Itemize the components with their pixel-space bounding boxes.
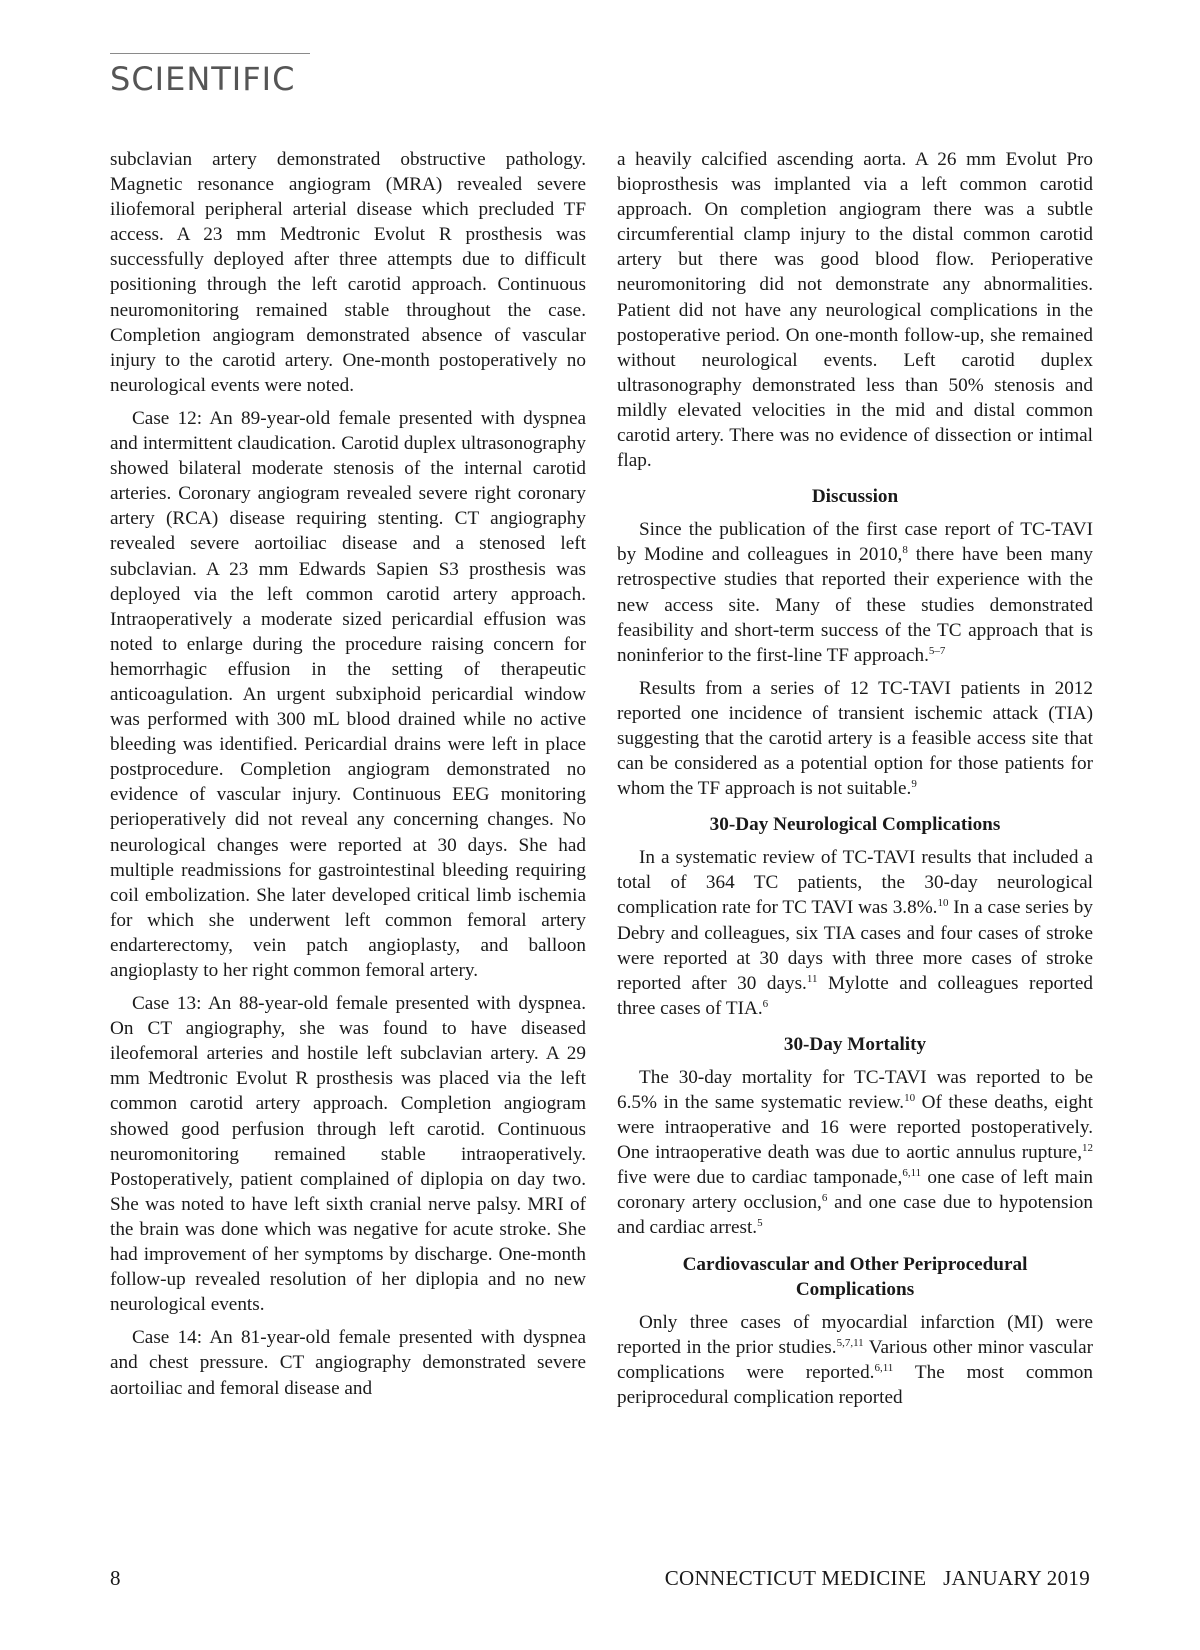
citation: 6 [762, 997, 769, 1010]
heading-cardiovascular-complications: Cardiovascular and Other Periprocedural Complications [682, 1253, 1028, 1300]
citation: 12 [1082, 1142, 1093, 1155]
paragraph-cardiovascular: Only three cases of myocardial infarction (MI) were reported in the prior studies.$^{5,7,11}$ Various other minor vascular complications were reported.$^{6,11}$ The most common periprocedural complication reported [617, 1311, 1093, 1408]
citation: 6,11 [874, 1361, 894, 1374]
citation: 6 [821, 1192, 828, 1205]
citation: 9 [911, 778, 917, 791]
citation: 10 [937, 897, 949, 910]
citation: 6,11 [902, 1167, 922, 1180]
citation: 5,7,11 [836, 1336, 864, 1349]
page-number: 8 [110, 1566, 121, 1590]
citation: 5–7 [928, 644, 946, 657]
citation: 5 [757, 1217, 763, 1230]
paragraph-neurological: In a systematic review of TC-TAVI results that included a total of 364 TC patients, the 30-day neurological complication rate for TC TAVI was 3.8%.$^{10}$ In a case series by Debry and colleagues, six TIA cases and four cases of stroke were reported at 30 days with three more cases of stroke reported after 30 days.$^{11}$ Mylotte and colleagues reported three cases of TIA.$^6$ [617, 847, 1093, 1019]
journal-footer: CONNECTICUT MEDICINE JANUARY 2019 [664, 1566, 1090, 1590]
heading-neurological-complications: 30-Day Neurological Complications [709, 814, 1001, 836]
paragraph-mortality: The 30-day mortality for TC-TAVI was reported to be 6.5% in the same systematic review.$^{10}$ Of these deaths, eight were intraoperative and 16 were reported postoperatively. One intraoperative death was due to aortic annulus rupture,$^{12}$ five were due to cardiac tamponade,$^{6,11}$ one case of left main coronary artery occlusion,$^6$ and one case due to hypotension and cardiac arrest.$^5$ [617, 1066, 1093, 1239]
section-title: SCIENTIFIC [110, 60, 296, 98]
paragraph-case14: Case 14: An 81-year-old female presented with dyspnea and chest pressure. CT angiography demonstrated severe aortoiliac and femoral disease and [110, 1327, 586, 1399]
paragraph-case12: Case 12: An 89-year-old female presented with dyspnea and intermittent claudication. Carotid duplex ultrasonography showed bilateral moderate stenosis of the internal carotid arteries. Coronary angiogram revealed severe right coronary artery (RCA) disease requiring stenting. CT angiography revealed severe aortoiliac disease and a stenosed left subclavian. A 23 mm Edwards Sapien S3 prosthesis was deployed via the left common carotid artery approach. Intraoperatively a moderate sized pericardial effusion was noted to enlarge during the procedure raising concern for hemorrhagic effusion in the setting of therapeutic anticoagulation. An urgent subxiphoid pericardial window was performed with 300 mL blood drained while no active bleeding was identified. Pericardial drains were left in place postprocedure. Completion angiogram demonstrated no evidence of vascular injury. Continuous EEG monitoring perioperatively did not reveal any concerning changes. No neurological changes were reported at 30 days. She had multiple readmissions for gastrointestinal bleeding requiring coil embolization. She later developed critical limb ischemia for which she underwent left common femoral artery endarterectomy, vein patch angioplasty, and balloon angioplasty to her right common femoral artery. [110, 407, 586, 981]
heading-mortality: 30-Day Mortality [783, 1033, 927, 1055]
right-column [617, 147, 1093, 1410]
left-column [110, 147, 586, 1401]
paragraph-case13: Case 13: An 88-year-old female presented with dyspnea. On CT angiography, she was found to have diseased ileofemoral arteries and hostile left subclavian artery. A 29 mm Medtronic Evolut R prosthesis was placed via the left common carotid artery approach. Completion angiogram showed good perfusion through left carotid. Continuous neuromonitoring remained stable intraoperatively. Postoperatively, patient complained of diplopia on day two. She was noted to have left sixth cranial nerve palsy. MRI of the brain was done which was negative for acute stroke. She had improvement of her symptoms by discharge. One-month follow-up revealed resolution of her diplopia and no new neurological events. [110, 993, 586, 1316]
citation: 10 [904, 1092, 916, 1104]
paragraph-discussion-1: Since the publication of the first case report of TC-TAVI by Modine and colleagues in 2010,$^8$ there have been many retrospective studies that reported their experience with the new access site. Many of these studies demonstrated feasibility and short-term success of the TC approach that is noninferior to the first-line TF approach.$^{5-7}$ [617, 519, 1094, 666]
paragraph-discussion-2: Results from a series of 12 TC-TAVI patients in 2012 reported one incidence of transient ischemic attack (TIA) suggesting that the carotid artery is a feasible access site that can be considered as a potential option for those patients for whom the TF approach is not suitable.$^9$ [617, 677, 1093, 800]
paragraph-case11-continued: subclavian artery demonstrated obstructive pathology. Magnetic resonance angiogram (MRA) revealed severe iliofemoral peripheral arterial disease which precluded TF access. A 23 mm Medtronic Evolut R prosthesis was successfully deployed after three attempts due to difficult positioning through the left carotid approach. Continuous neuromonitoring remained stable throughout the case. Completion angiogram demonstrated absence of vascular injury to the carotid artery. One-month postoperatively no neurological events were noted. [110, 149, 586, 396]
paragraph-case14-continued: a heavily calcified ascending aorta. A 26 mm Evolut Pro bioprosthesis was implanted via a left common carotid approach. On completion angiogram there was a subtle circumferential clamp injury to the distal common carotid artery but there was good blood flow. Perioperative neuromonitoring did not demonstrate any abnormalities. Patient did not have any neurological complications in the postoperative period. On one-month follow-up, she remained without neurological events. Left carotid duplex ultrasonography demonstrated less than 50% stenosis and mildly elevated velocities in the mid and distal common carotid artery. There was no evidence of dissection or intimal flap. [617, 149, 1093, 472]
citation: 11 [806, 972, 818, 985]
citation: 8 [902, 544, 908, 557]
heading-discussion: Discussion [811, 486, 899, 508]
header-rule [110, 53, 310, 54]
